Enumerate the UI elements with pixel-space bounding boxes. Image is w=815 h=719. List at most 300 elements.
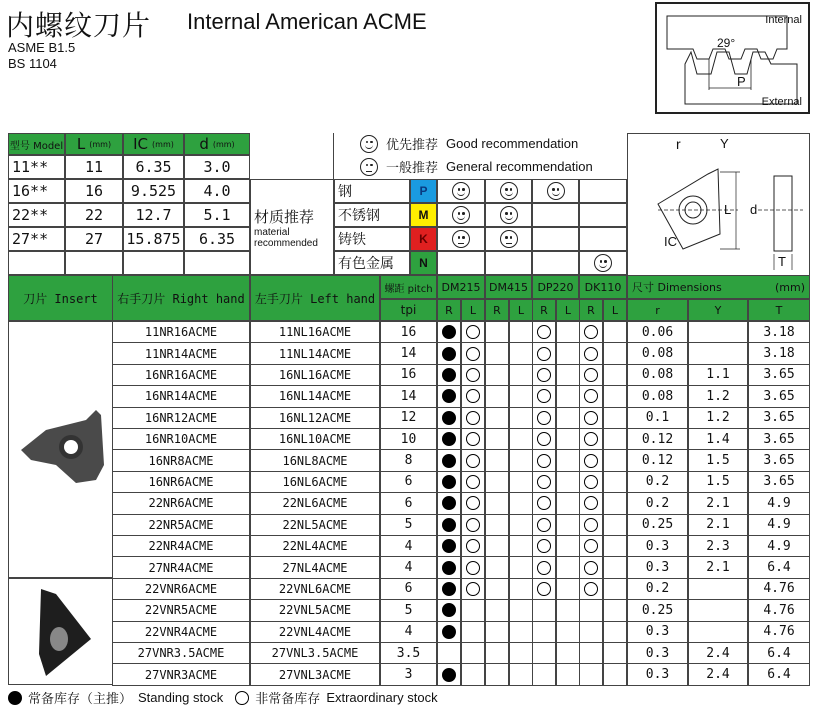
stock-cell (579, 642, 603, 664)
dim-t-value: 4.9 (748, 535, 810, 557)
dim-t-value: 3.65 (748, 385, 810, 407)
standing-stock-icon (442, 389, 456, 403)
stock-cell (532, 471, 556, 493)
stock-cell (509, 342, 533, 364)
dim-r-value: 0.3 (627, 621, 688, 643)
right-hand-code: 16NR10ACME (112, 428, 250, 450)
stock-cell (485, 407, 509, 429)
dim-t-value: 3.18 (748, 342, 810, 364)
stock-cell (556, 471, 580, 493)
model-cell-d: 5.1 (184, 203, 250, 227)
stock-cell (461, 642, 485, 664)
left-hand-code: 22VNL4ACME (250, 621, 380, 643)
model-header-label: d (199, 135, 209, 153)
stock-cell (485, 578, 509, 600)
tpi-value: 3 (380, 663, 437, 685)
material-grade-cell (437, 227, 485, 251)
dim-l-label: L (724, 202, 732, 217)
stock-cell (579, 364, 603, 386)
stock-cell (556, 621, 580, 643)
standing-stock-icon (442, 668, 456, 682)
header-L: L (603, 299, 627, 321)
left-hand-code: 16NL12ACME (250, 407, 380, 429)
stock-cell (485, 556, 509, 578)
model-cell-model: 22** (8, 203, 65, 227)
stock-cell (485, 642, 509, 664)
stock-cell (461, 492, 485, 514)
unit-label: (mm) (212, 139, 235, 149)
tpi-value: 6 (380, 471, 437, 493)
stock-cell (461, 471, 485, 493)
stock-cell (603, 407, 627, 429)
stock-cell (485, 663, 509, 685)
material-grade-cell (532, 251, 579, 275)
standing-stock-icon (442, 603, 456, 617)
dim-r-value: 0.06 (627, 321, 688, 343)
header-grade-DP220: DP220 (532, 275, 579, 299)
extraordinary-stock-icon (466, 368, 480, 382)
stock-cell (437, 599, 461, 621)
stock-cell (579, 621, 603, 643)
model-cell-d: 4.0 (184, 179, 250, 203)
page-title-en: Internal American ACME (187, 9, 427, 34)
stock-cell (532, 364, 556, 386)
stock-cell (556, 449, 580, 471)
left-hand-code: 27VNL3ACME (250, 663, 380, 685)
pitch-label: P (737, 74, 746, 89)
material-grade-cell (532, 179, 579, 203)
stock-cell (461, 449, 485, 471)
iso-code-badge-K: K (410, 227, 437, 251)
extraordinary-stock-icon (584, 347, 598, 361)
stock-cell (579, 449, 603, 471)
dim-d-label: d (750, 202, 758, 217)
material-label (250, 179, 334, 275)
standing-stock-icon (442, 561, 456, 575)
standard-asme: ASME B1.5 (8, 40, 76, 55)
dim-y-value (688, 599, 748, 621)
stock-cell (532, 428, 556, 450)
stock-cell (603, 449, 627, 471)
stock-cell (509, 663, 533, 685)
extraordinary-stock-icon (537, 411, 551, 425)
stock-cell (437, 621, 461, 643)
stock-cell (461, 556, 485, 578)
model-header-label: 型号 Model (9, 140, 64, 152)
left-hand-code: 11NL14ACME (250, 342, 380, 364)
left-hand-code: 22NL5ACME (250, 514, 380, 536)
stock-cell (509, 321, 533, 343)
stock-cell (509, 385, 533, 407)
header-grade-DM415: DM415 (485, 275, 532, 299)
stock-cell (485, 364, 509, 386)
stock-cell (579, 578, 603, 600)
stock-cell (485, 514, 509, 536)
stock-cell (532, 663, 556, 685)
stock-cell (509, 599, 533, 621)
smiley-good-icon (594, 254, 612, 272)
material-grade-cell (485, 179, 532, 203)
left-hand-code: 11NL16ACME (250, 321, 380, 343)
stock-cell (579, 663, 603, 685)
stock-cell (437, 428, 461, 450)
stock-cell (485, 599, 509, 621)
stock-cell (556, 514, 580, 536)
stock-cell (461, 535, 485, 557)
extraordinary-stock-icon (466, 518, 480, 532)
material-label-cn: 材质推荐 (254, 207, 315, 226)
stock-cell (603, 556, 627, 578)
tpi-value: 12 (380, 407, 437, 429)
header-L: L (509, 299, 533, 321)
right-hand-code: 27NR4ACME (112, 556, 250, 578)
stock-cell (603, 471, 627, 493)
stock-cell (485, 471, 509, 493)
stock-cell (532, 535, 556, 557)
stock-cell (579, 407, 603, 429)
stock-cell (603, 428, 627, 450)
model-cell-L: 27 (65, 227, 123, 251)
stock-cell (603, 321, 627, 343)
right-hand-code: 16NR14ACME (112, 385, 250, 407)
material-grade-cell (485, 227, 532, 251)
tpi-value: 4 (380, 621, 437, 643)
extraordinary-stock-icon (584, 539, 598, 553)
standing-stock-icon (442, 347, 456, 361)
dim-y-value: 2.1 (688, 514, 748, 536)
standing-stock-icon (442, 432, 456, 446)
stock-cell (485, 449, 509, 471)
material-label-en-2: recommended (254, 237, 318, 249)
material-name: 有色金属 (334, 251, 410, 275)
extraordinary-stock-cn: 非常备库存 (255, 692, 321, 707)
extraordinary-stock-icon (235, 691, 249, 705)
extraordinary-stock-icon (584, 368, 598, 382)
left-hand-code: 16NL8ACME (250, 449, 380, 471)
dim-y-value: 1.2 (688, 407, 748, 429)
model-table-header-1 (65, 133, 123, 155)
stock-cell (556, 663, 580, 685)
stock-cell (461, 385, 485, 407)
model-cell-model: 27** (8, 227, 65, 251)
stock-cell (556, 535, 580, 557)
tpi-value: 16 (380, 364, 437, 386)
stock-cell (579, 342, 603, 364)
stock-cell (485, 428, 509, 450)
model-header-label: L (76, 135, 86, 153)
dim-r-value: 0.08 (627, 364, 688, 386)
material-name: 铸铁 (334, 227, 410, 251)
stock-cell (532, 321, 556, 343)
stock-cell (437, 492, 461, 514)
material-grade-cell (532, 227, 579, 251)
stock-cell (485, 385, 509, 407)
right-hand-code: 27VNR3ACME (112, 663, 250, 685)
stock-cell (461, 663, 485, 685)
extraordinary-stock-icon (466, 582, 480, 596)
tpi-value: 8 (380, 449, 437, 471)
stock-cell (509, 621, 533, 643)
thread-profile-diagram (655, 2, 810, 114)
header-tpi: tpi (380, 299, 437, 321)
stock-cell (603, 364, 627, 386)
extraordinary-stock-icon (466, 454, 480, 468)
stock-cell (509, 492, 533, 514)
right-hand-code: 22NR4ACME (112, 535, 250, 557)
material-grade-cell (437, 179, 485, 203)
stock-cell (437, 514, 461, 536)
stock-cell (509, 449, 533, 471)
stock-cell (532, 556, 556, 578)
stock-cell (461, 599, 485, 621)
stock-cell (532, 514, 556, 536)
extraordinary-stock-icon (466, 347, 480, 361)
dim-t-label: T (778, 254, 786, 269)
stock-cell (579, 471, 603, 493)
stock-cell (579, 321, 603, 343)
extraordinary-stock-icon (466, 561, 480, 575)
iso-code-badge-M: M (410, 203, 437, 227)
left-hand-code: 22NL4ACME (250, 535, 380, 557)
right-hand-code: 16NR8ACME (112, 449, 250, 471)
stock-cell (579, 428, 603, 450)
dim-y-value: 2.3 (688, 535, 748, 557)
tpi-value: 5 (380, 599, 437, 621)
extraordinary-stock-icon (584, 475, 598, 489)
extraordinary-stock-icon (584, 389, 598, 403)
extraordinary-stock-icon (584, 518, 598, 532)
dim-y-value: 1.5 (688, 449, 748, 471)
right-hand-code: 11NR14ACME (112, 342, 250, 364)
model-cell-IC (123, 251, 184, 275)
dim-r-value: 0.08 (627, 342, 688, 364)
left-hand-code: 22VNL5ACME (250, 599, 380, 621)
dim-t-value: 3.65 (748, 407, 810, 429)
header-right-hand: 右手刀片 Right hand (112, 275, 250, 321)
dim-t-value: 3.65 (748, 449, 810, 471)
smiley-neutral-icon (452, 230, 470, 248)
stock-cell (509, 642, 533, 664)
dim-t-value: 4.76 (748, 599, 810, 621)
stock-cell (437, 556, 461, 578)
smiley-neutral-icon (500, 230, 518, 248)
stock-cell (461, 342, 485, 364)
material-grade-cell (485, 251, 532, 275)
smiley-good-icon (452, 182, 470, 200)
right-hand-code: 27VNR3.5ACME (112, 642, 250, 664)
tpi-value: 14 (380, 385, 437, 407)
standing-stock-icon (442, 518, 456, 532)
dim-r-label: r (676, 136, 681, 152)
stock-cell (509, 578, 533, 600)
stock-cell (461, 364, 485, 386)
standing-stock-icon (442, 625, 456, 639)
header-insert: 刀片 Insert (8, 275, 113, 321)
extraordinary-stock-icon (584, 561, 598, 575)
standing-stock-icon (442, 496, 456, 510)
stock-cell (556, 385, 580, 407)
stock-cell (556, 492, 580, 514)
stock-cell (509, 364, 533, 386)
stock-cell (437, 407, 461, 429)
header-R: R (437, 299, 461, 321)
stock-cell (603, 621, 627, 643)
dim-t-value: 4.76 (748, 578, 810, 600)
model-cell-d: 3.0 (184, 155, 250, 179)
tpi-value: 4 (380, 556, 437, 578)
dim-r-value: 0.25 (627, 599, 688, 621)
left-hand-code: 27NL4ACME (250, 556, 380, 578)
left-hand-code: 16NL6ACME (250, 471, 380, 493)
header-grade-DK110: DK110 (579, 275, 627, 299)
stock-cell (556, 364, 580, 386)
stock-cell (461, 514, 485, 536)
dim-y-value: 1.4 (688, 428, 748, 450)
header-left-hand: 左手刀片 Left hand (250, 275, 380, 321)
extraordinary-stock-icon (537, 389, 551, 403)
dim-y-value: 1.1 (688, 364, 748, 386)
standing-stock-icon (442, 411, 456, 425)
right-hand-code: 22VNR4ACME (112, 621, 250, 643)
dimensions-unit: (mm) (774, 280, 805, 294)
stock-cell (509, 428, 533, 450)
stock-cell (603, 385, 627, 407)
stock-cell (556, 428, 580, 450)
dim-y-value: 2.1 (688, 556, 748, 578)
extraordinary-stock-icon (537, 561, 551, 575)
stock-cell (461, 407, 485, 429)
stock-cell (532, 599, 556, 621)
material-name: 钢 (334, 179, 410, 203)
right-hand-code: 16NR6ACME (112, 471, 250, 493)
material-grade-cell (532, 203, 579, 227)
header-dim-T: T (748, 299, 810, 321)
extraordinary-stock-icon (537, 518, 551, 532)
stock-cell (509, 556, 533, 578)
extraordinary-stock-icon (584, 325, 598, 339)
right-hand-code: 16NR16ACME (112, 364, 250, 386)
stock-cell (603, 342, 627, 364)
standing-stock-icon (442, 454, 456, 468)
insert-image-cell-vn (8, 578, 113, 685)
header-dim-Y: Y (688, 299, 748, 321)
dim-r-value: 0.2 (627, 492, 688, 514)
right-hand-code: 16NR12ACME (112, 407, 250, 429)
stock-cell (532, 621, 556, 643)
material-grade-cell (579, 227, 627, 251)
header-R: R (485, 299, 509, 321)
legend-good-en: Good recommendation (446, 136, 579, 151)
stock-cell (579, 385, 603, 407)
angle-label: 29° (717, 36, 736, 50)
stock-cell (603, 535, 627, 557)
stock-cell (579, 556, 603, 578)
extraordinary-stock-icon (537, 325, 551, 339)
extraordinary-stock-icon (584, 496, 598, 510)
stock-cell (532, 578, 556, 600)
stock-cell (579, 599, 603, 621)
smiley-good-icon (500, 206, 518, 224)
stock-cell (437, 449, 461, 471)
smiley-good-icon (452, 206, 470, 224)
extraordinary-stock-icon (466, 475, 480, 489)
internal-label: Internal (765, 14, 802, 26)
stock-cell (485, 342, 509, 364)
legend-good (360, 134, 578, 153)
dimensions-label: 尺寸 Dimensions (632, 281, 722, 294)
model-cell-L: 11 (65, 155, 123, 179)
left-hand-code: 27VNL3.5ACME (250, 642, 380, 664)
model-cell-d (184, 251, 250, 275)
insert-vn-type-image (21, 584, 101, 679)
left-hand-code: 16NL16ACME (250, 364, 380, 386)
model-cell-L (65, 251, 123, 275)
stock-cell (603, 514, 627, 536)
stock-cell (461, 321, 485, 343)
extraordinary-stock-icon (466, 325, 480, 339)
dim-t-value: 4.76 (748, 621, 810, 643)
dim-y-value (688, 621, 748, 643)
stock-legend (8, 688, 438, 707)
stock-cell (485, 492, 509, 514)
standing-stock-icon (442, 582, 456, 596)
extraordinary-stock-icon (537, 347, 551, 361)
iso-code-badge-N: N (410, 251, 437, 275)
right-hand-code: 22VNR6ACME (112, 578, 250, 600)
extraordinary-stock-icon (584, 411, 598, 425)
smiley-good-icon (547, 182, 565, 200)
standing-stock-icon (442, 539, 456, 553)
model-cell-IC: 6.35 (123, 155, 184, 179)
tpi-value: 4 (380, 535, 437, 557)
material-grade-cell (437, 203, 485, 227)
stock-cell (603, 599, 627, 621)
stock-cell (437, 535, 461, 557)
spacer (250, 133, 334, 179)
stock-cell (461, 621, 485, 643)
stock-cell (532, 385, 556, 407)
model-cell-IC: 9.525 (123, 179, 184, 203)
stock-cell (603, 492, 627, 514)
material-grade-cell (579, 179, 627, 203)
stock-cell (532, 492, 556, 514)
standing-stock-icon (442, 368, 456, 382)
dim-r-value: 0.3 (627, 535, 688, 557)
stock-cell (532, 407, 556, 429)
unit-label: (mm) (89, 139, 112, 149)
material-grade-cell (437, 251, 485, 275)
stock-cell (437, 364, 461, 386)
stock-cell (603, 663, 627, 685)
extraordinary-stock-icon (584, 454, 598, 468)
dim-r-value: 0.2 (627, 578, 688, 600)
extraordinary-stock-icon (466, 389, 480, 403)
model-cell-model: 11** (8, 155, 65, 179)
dim-y-value: 2.4 (688, 642, 748, 664)
stock-cell (556, 599, 580, 621)
left-hand-code: 22VNL6ACME (250, 578, 380, 600)
legend-general (360, 157, 593, 176)
extraordinary-stock-icon (466, 539, 480, 553)
stock-cell (485, 535, 509, 557)
dim-r-value: 0.3 (627, 556, 688, 578)
stock-cell (437, 471, 461, 493)
model-cell-model (8, 251, 65, 275)
external-label: External (761, 96, 802, 108)
model-cell-model: 16** (8, 179, 65, 203)
extraordinary-stock-icon (466, 432, 480, 446)
extraordinary-stock-icon (466, 411, 480, 425)
